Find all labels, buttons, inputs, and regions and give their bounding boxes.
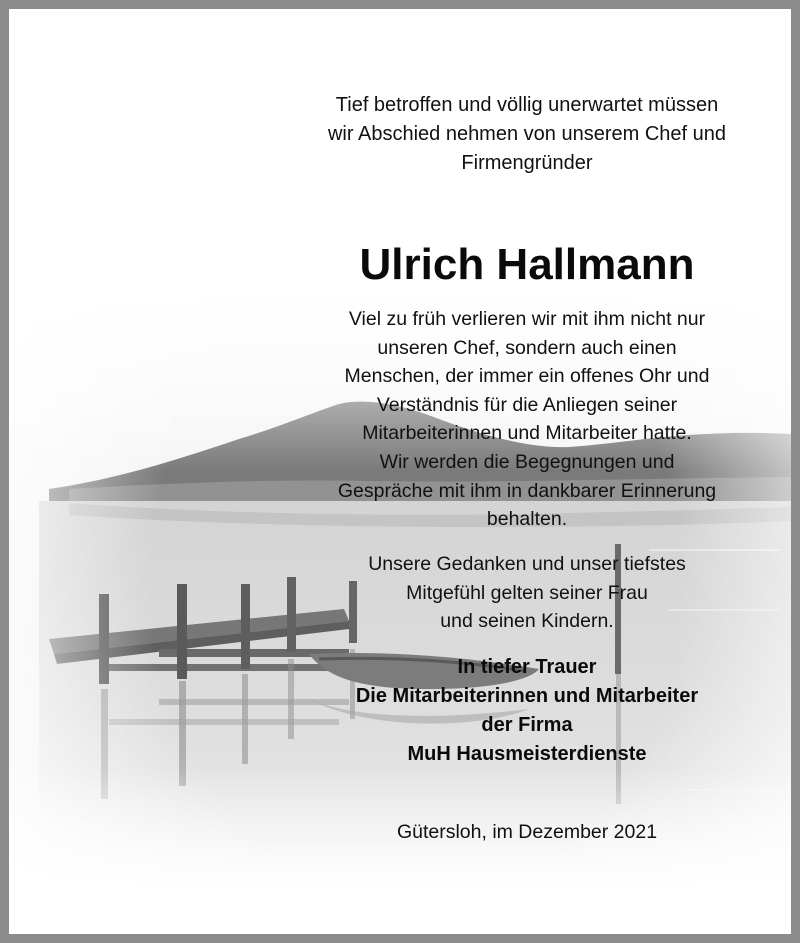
- intro-line: wir Abschied nehmen von unserem Chef und: [327, 123, 726, 145]
- tribute-line: behalten.: [486, 508, 568, 531]
- sympathy-line: Mitgefühl gelten seiner Frau: [406, 581, 648, 604]
- signature-line: MuH Hausmeisterdienste: [407, 743, 647, 765]
- signature-block: [277, 653, 777, 769]
- intro-text: [277, 91, 777, 178]
- intro-line: Tief betroffen und völlig unerwartet müssen: [335, 94, 719, 116]
- tribute-line: Viel zu früh verlieren wir mit ihm nicht nur: [348, 308, 706, 330]
- tribute-text: [277, 305, 777, 534]
- tribute-line: Verständnis für die Anliegen seiner: [376, 393, 678, 416]
- signature-line: Die Mitarbeiterinnen und Mitarbeiter: [355, 685, 699, 707]
- tribute-line: unseren Chef, sondern auch einen: [377, 336, 677, 359]
- signature-line: der Firma: [481, 714, 573, 736]
- tribute-line: Mitarbeiterinnen und Mitarbeiter hatte.: [362, 422, 692, 445]
- sympathy-line: Unsere Gedanken und unser tiefstes: [368, 553, 686, 575]
- tribute-line: Menschen, der immer ein offenes Ohr und: [344, 365, 710, 388]
- intro-line: Firmengründer: [461, 152, 593, 174]
- signature-line: In tiefer Trauer: [457, 656, 597, 678]
- tribute-line: Gespräche mit ihm in dankbarer Erinnerung: [337, 479, 717, 502]
- tribute-line: Wir werden die Begegnungen und: [379, 450, 675, 473]
- sympathy-text: [277, 550, 777, 636]
- deceased-name: Ulrich Hallmann: [359, 240, 695, 289]
- place-date: Gütersloh, im Dezember 2021: [396, 821, 658, 843]
- sympathy-line: und seinen Kindern.: [440, 610, 614, 633]
